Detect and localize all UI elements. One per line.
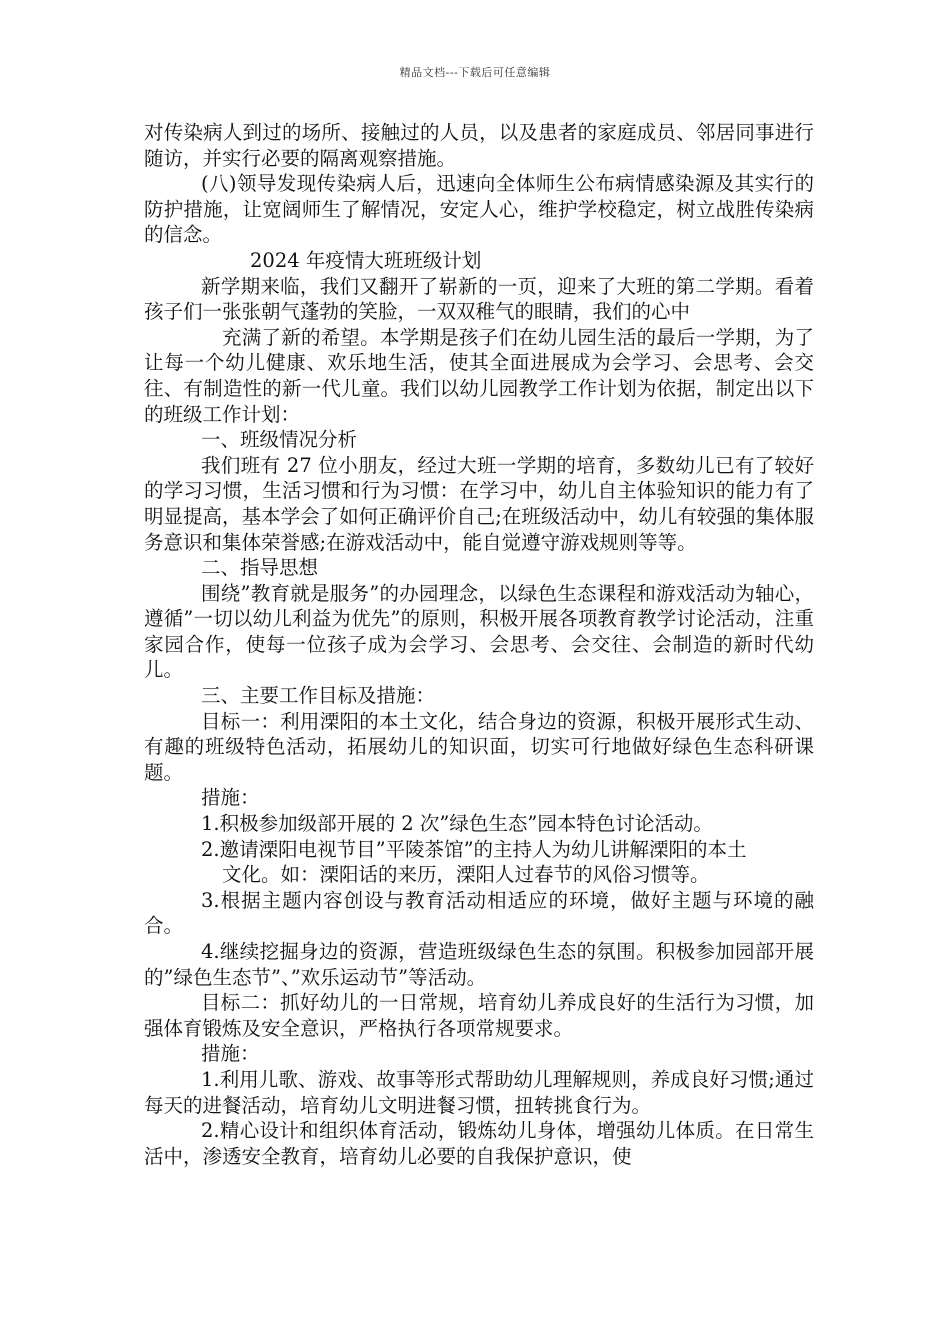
paragraph-goal-one: 目标一：利用溧阳的本土文化，结合身边的资源，积极开展形式生动、有趣的班级特色活动，拓展幼儿的知识面，切实可行地做好绿色生态科研课题。 [144, 709, 814, 784]
paragraph-item-eight: (八)领导发现传染病人后，迅速向全体师生公布病情感染源及其实行的防护措施，让宽阔师生了解情况，安定人心，维护学校稳定，树立战胜传染病的信念。 [144, 172, 814, 247]
paragraph-goal-two: 目标二：抓好幼儿的一日常规，培育幼儿养成良好的生活行为习惯，加强体育锻炼及安全意识，严格执行各项常规要求。 [144, 991, 814, 1040]
measures-label-one: 措施： [201, 786, 260, 810]
paragraph-intro: 新学期来临，我们又翻开了崭新的一页，迎来了大班的第二学期。看着孩子们一张张朝气蓬勃的笑脸，一双双稚气的眼睛，我们的心中 [144, 274, 814, 324]
paragraph-class-analysis: 我们班有 27 位小朋友，经过大班一学期的培育，多数幼儿已有了较好的学习习惯，生活习惯和行为习惯：在学习中，幼儿自主体验知识的能力有了明显提高，基本学会了如何正确评价自己;在班级活动中，幼儿有较强的集体服务意识和集体荣誉感;在游戏活动中，能自觉遵守游戏规则等等。 [144, 453, 814, 554]
document-title: 2024 年疫情大班班级计划 [250, 248, 482, 272]
section-heading-class-analysis: 一、班级情况分析 [201, 428, 358, 452]
measures-label-two: 措施： [201, 1042, 260, 1066]
paragraph-followup-visits: 对传染病人到过的场所、接触过的人员，以及患者的家庭成员、邻居同事进行随访，并实行必要的隔离观察措施。 [144, 121, 814, 170]
paragraph-intro-continued: 充满了新的希望。本学期是孩子们在幼儿园生活的最后一学期，为了让每一个幼儿健康、欢乐地生活，使其全面进展成为会学习、会思考、会交往、有制造性的新一代儿童。我们以幼儿园教学工作计划为依据，制定出以下的班级工作计划： [144, 325, 814, 426]
measure-1-1: 1.积极参加级部开展的 2 次”绿色生态”园本特色讨论活动。 [201, 812, 713, 836]
measure-1-4: 4.继续挖掘身边的资源，营造班级绿色生态的氛围。积极参加园部开展的”绿色生态节”、”欢乐运动节”等活动。 [144, 940, 814, 989]
page-header: 精品文档---下载后可任意编辑 [399, 66, 551, 79]
measure-1-3: 3.根据主题内容创设与教育活动相适应的环境，做好主题与环境的融合。 [144, 888, 814, 938]
measure-1-2-continued: 文化。如：溧阳话的来历，溧阳人过春节的风俗习惯等。 [222, 863, 710, 887]
section-heading-guiding-idea: 二、指导思想 [201, 556, 319, 580]
paragraph-guiding-idea: 围绕”教育就是服务”的办园理念，以绿色生态课程和游戏活动为轴心，遵循”一切以幼儿利益为优先”的原则，积极开展各项教育教学讨论活动，注重家园合作，使每一位孩子成为会学习、会思考、会交往、会制造的新时代幼儿。 [144, 581, 814, 682]
measure-2-1: 1.利用儿歌、游戏、故事等形式帮助幼儿理解规则，养成良好习惯;通过每天的进餐活动，培育幼儿文明进餐习惯，扭转挑食行为。 [144, 1067, 814, 1117]
section-heading-goals: 三、主要工作目标及措施： [201, 684, 436, 708]
measure-2-2: 2.精心设计和组织体育活动，锻炼幼儿身体，增强幼儿体质。在日常生活中，渗透安全教育，培育幼儿必要的自我保护意识，使 [144, 1119, 814, 1168]
document-body [144, 120, 814, 1169]
measure-1-2: 2.邀请溧阳电视节目”平陵茶馆”的主持人为幼儿讲解溧阳的本土 [201, 837, 747, 861]
